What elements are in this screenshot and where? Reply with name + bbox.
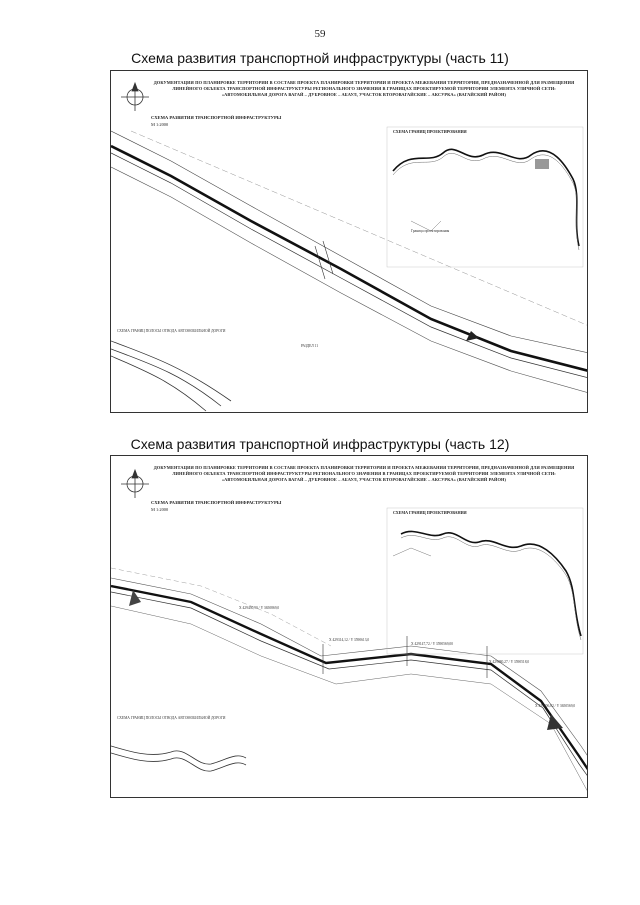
north-arrow-icon bbox=[121, 470, 149, 498]
map-drawing-part-11 bbox=[111, 71, 588, 413]
inset-highlight bbox=[535, 159, 549, 169]
coordinate-label-5: Х 429006,82 / Y 3650569,0 bbox=[535, 704, 576, 708]
scheme-label: СХЕМА РАЗВИТИЯ ТРАНСПОРТНОЙ ИНФРАСТРУКТУРЫ bbox=[151, 115, 282, 120]
scheme-sheet-part-12 bbox=[110, 455, 588, 798]
document-header: ДОКУМЕНТАЦИЯ ПО ПЛАНИРОВКЕ ТЕРРИТОРИИ В СОСТАВЕ ПРОЕКТА ПЛАНИРОВКИ ТЕРРИТОРИИ И ПРОЕКТА МЕЖЕВАНИЯ ТЕРРИТОРИИ, ПРЕДНАЗНАЧЕННОЙ ДЛЯ РАЗМЕЩЕНИЯ ЛИНЕЙНОГО ОБЪЕКТА ТРАНСПОРТНОЙ ИНФРАСТРУКТУРЫ РЕГИОНАЛЬНОГО ЗНАЧЕНИЯ В ГРАНИЦАХ ПРОЕКТИРУЕМОЙ ТЕРРИТОРИИ ЭЛЕМЕНТА УЛИЧНОЙ СЕТИ: «АВТОМОБИЛЬНАЯ ДОРОГА ВАГАЙ – ДУБРОВНОЕ – АБАУЛ, УЧАСТОК ВТОРОВАГАЙСКИЕ – АКСУРКА» (ВАГАЙСКИЙ РАЙОН) bbox=[153, 465, 575, 482]
coordinate-label-4: Х 429080,27 / Y 3590518,0 bbox=[489, 660, 530, 664]
inset-map bbox=[387, 508, 583, 654]
scheme-sheet-part-11 bbox=[110, 70, 588, 413]
inset-title: СХЕМА ГРАНИЦ ПРОЕКТИРОВАНИЯ bbox=[393, 129, 467, 134]
north-arrow-icon bbox=[121, 83, 149, 111]
scheme-title-part-12: Схема развития транспортной инфраструктуры (часть 12) bbox=[130, 436, 510, 452]
road-corridor bbox=[111, 131, 588, 393]
page-number: 59 bbox=[314, 28, 326, 40]
scheme-label: СХЕМА РАЗВИТИЯ ТРАНСПОРТНОЙ ИНФРАСТРУКТУРЫ bbox=[151, 500, 282, 505]
coordinate-label-1: Х 429450,90 / Y 3650869,0 bbox=[239, 606, 280, 610]
document-header: ДОКУМЕНТАЦИЯ ПО ПЛАНИРОВКЕ ТЕРРИТОРИИ В СОСТАВЕ ПРОЕКТА ПЛАНИРОВКИ ТЕРРИТОРИИ И ПРОЕКТА МЕЖЕВАНИЯ ТЕРРИТОРИИ, ПРЕДНАЗНАЧЕННОЙ ДЛЯ РАЗМЕЩЕНИЯ ЛИНЕЙНОГО ОБЪЕКТА ТРАНСПОРТНОЙ ИНФРАСТРУКТУРЫ РЕГИОНАЛЬНОГО ЗНАЧЕНИЯ В ГРАНИЦАХ ПРОЕКТИРУЕМОЙ ТЕРРИТОРИИ ЭЛЕМЕНТА УЛИЧНОЙ СЕТИ: «АВТОМОБИЛЬНАЯ ДОРОГА ВАГАЙ – ДУБРОВНОЕ – АБАУЛ, УЧАСТОК ВТОРОВАГАЙСКИЕ – АКСУРКА» (ВАГАЙСКИЙ РАЙОН) bbox=[153, 80, 575, 97]
inset-title: СХЕМА ГРАНИЦ ПРОЕКТИРОВАНИЯ bbox=[393, 510, 467, 515]
road-corridor bbox=[111, 568, 588, 794]
scale-label: М 1:2000 bbox=[151, 507, 169, 512]
scale-label: М 1:2000 bbox=[151, 122, 169, 127]
side-road bbox=[111, 341, 231, 411]
side-road bbox=[111, 746, 246, 771]
inset-map bbox=[387, 127, 583, 267]
coordinate-label-3: Х 429147,72 / Y 3590569,00 bbox=[411, 642, 453, 646]
scheme-title-part-11: Схема развития транспортной инфраструктуры (часть 11) bbox=[131, 50, 509, 66]
left-note: СХЕМА ГРАНИЦ ПОЛОСЫ ОТВОДА АВТОМОБИЛЬНОЙ ДОРОГИ bbox=[117, 716, 226, 720]
map-drawing-part-12 bbox=[111, 456, 588, 798]
coordinate-label-2: Х 429314,12 / Y 3590613,0 bbox=[329, 638, 370, 642]
junction-mark-2 bbox=[547, 714, 563, 730]
left-note: СХЕМА ГРАНИЦ ПОЛОСЫ ОТВОДА АВТОМОБИЛЬНОЙ ДОРОГИ bbox=[117, 329, 226, 333]
inset-note: Граница проектирования bbox=[411, 229, 450, 233]
center-note: РАЗДЕЛ 11 bbox=[301, 344, 319, 348]
